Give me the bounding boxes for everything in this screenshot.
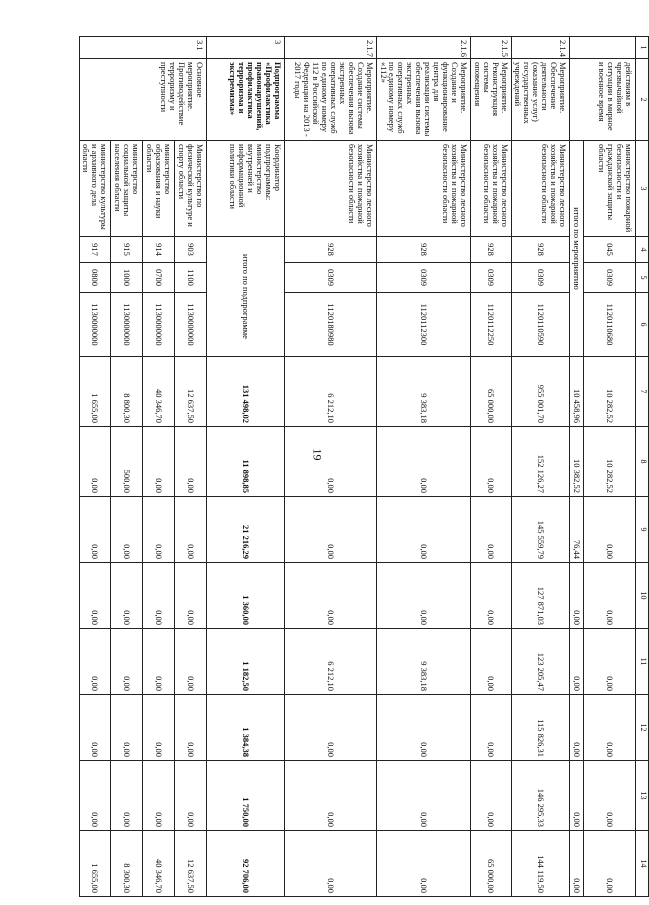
rzpr-code: 0800: [79, 263, 111, 293]
csr-code: 1120112250: [470, 293, 511, 357]
csr-code: 1130000000: [174, 293, 206, 357]
executor: министерство культуры и архивного дела области: [79, 141, 111, 237]
amount-year: 0,00: [584, 831, 636, 897]
executor: Министерство лесного хозяйства и пожарной безопасности области: [470, 141, 511, 237]
csr-code: 1130000000: [79, 293, 111, 357]
amount-year: 0,00: [111, 629, 143, 695]
amount-year: 0,00: [79, 629, 111, 695]
col-header: 10: [636, 563, 649, 629]
amount-year: 0,00: [174, 695, 206, 761]
amount-year: 0,00: [570, 563, 584, 629]
amount-year: 0,00: [376, 563, 470, 629]
item-name: Мероприятие. Обеспечение деятельности (оказание услуг) государственных учреждений: [511, 59, 570, 141]
amount-year: 0,00: [111, 497, 143, 563]
rzpr-code: 0309: [376, 263, 470, 293]
table-row: [511, 37, 570, 897]
item-name: Подпрограмма «Профилактика правонарушений, профилактика терроризма и экстремизма»: [206, 59, 284, 141]
amount-year: 12 637,50: [174, 831, 206, 897]
rzpr-code: 0309: [584, 263, 636, 293]
grbs-code: 928: [284, 237, 376, 263]
item-number: 2.1.4: [511, 37, 570, 59]
col-header: 11: [636, 629, 649, 695]
table-row-total: [570, 37, 584, 897]
rzpr-code: 1100: [174, 263, 206, 293]
grbs-code: 914: [143, 237, 175, 263]
col-header: 6: [636, 293, 649, 357]
amount-total: 65 000,00: [470, 357, 511, 427]
amount-total: 10 458,96: [570, 357, 584, 427]
amount-year: 0,00: [376, 695, 470, 761]
amount-total: 9 383,18: [376, 357, 470, 427]
rzpr-code: 1000: [111, 263, 143, 293]
executor: Министерство лесного хозяйства и пожарной безопасности области: [284, 141, 376, 237]
amount-year: 0,00: [470, 695, 511, 761]
amount-year: 115 826,31: [511, 695, 570, 761]
amount-year: 0,00: [79, 427, 111, 497]
amount-year: 0,00: [470, 427, 511, 497]
amount-total: 1 655,00: [79, 357, 111, 427]
amount-year: 0,00: [570, 761, 584, 831]
table-row: [584, 37, 636, 897]
amount-year: 0,00: [143, 427, 175, 497]
total-label: итого по мероприятию: [570, 141, 584, 357]
amount-year: 1 360,00: [206, 563, 284, 629]
col-header: 12: [636, 695, 649, 761]
amount-year: 0,00: [284, 563, 376, 629]
amount-year: 11 898,85: [206, 427, 284, 497]
amount-year: 0,00: [284, 427, 376, 497]
amount-year: 6 212,10: [284, 629, 376, 695]
amount-year: 123 205,47: [511, 629, 570, 695]
amount-year: 0,00: [584, 695, 636, 761]
amount-year: 0,00: [174, 427, 206, 497]
col-header: 1: [636, 37, 649, 59]
amount-year: 0,00: [143, 761, 175, 831]
amount-year: 152 126,27: [511, 427, 570, 497]
program-table-area: [81, 36, 649, 896]
program-funding-table: [79, 36, 649, 897]
amount-year: 92 706,00: [206, 831, 284, 897]
executor: министерство социальной защиты населения области: [111, 141, 143, 237]
amount-total: 12 637,50: [174, 357, 206, 427]
amount-year: 0,00: [470, 497, 511, 563]
amount-year: 0,00: [570, 831, 584, 897]
col-header: 13: [636, 761, 649, 831]
amount-total: 131 498,02: [206, 357, 284, 427]
amount-year: 1 384,38: [206, 695, 284, 761]
amount-year: 0,00: [174, 497, 206, 563]
amount-year: 1 655,00: [79, 831, 111, 897]
amount-year: 8 300,30: [111, 831, 143, 897]
csr-code: 1120110680: [584, 293, 636, 357]
col-header: 3: [636, 141, 649, 237]
amount-year: 0,00: [284, 831, 376, 897]
amount-year: 0,00: [584, 497, 636, 563]
grbs-code: 903: [174, 237, 206, 263]
csr-code: 1130000000: [143, 293, 175, 357]
grbs-code: 928: [376, 237, 470, 263]
item-number: [570, 37, 636, 59]
amount-year: 40 346,70: [143, 831, 175, 897]
col-header: 14: [636, 831, 649, 897]
executor: Координатор подпрограммы: министерство внутренней и информационной политики области: [206, 141, 284, 237]
total-label: итого по подпрограмме: [206, 237, 284, 357]
grbs-code: 928: [470, 237, 511, 263]
table-row: [376, 37, 470, 897]
amount-year: 145 559,79: [511, 497, 570, 563]
amount-total: 40 346,70: [143, 357, 175, 427]
executor: министерство образования и науки области: [143, 141, 175, 237]
amount-year: 0,00: [376, 831, 470, 897]
executor: Министерство по физической культуре и спорту области: [174, 141, 206, 237]
amount-year: 0,00: [111, 563, 143, 629]
amount-year: 0,00: [584, 629, 636, 695]
amount-year: 0,00: [174, 629, 206, 695]
amount-year: 1 750,00: [206, 761, 284, 831]
csr-code: 1120110590: [511, 293, 570, 357]
amount-total: 6 212,10: [284, 357, 376, 427]
amount-year: 0,00: [79, 563, 111, 629]
table-row: [284, 37, 376, 897]
table-row: [79, 37, 111, 897]
executor: министерство пожарной безопасности и гражданской защиты области: [584, 141, 636, 237]
amount-year: 0,00: [376, 761, 470, 831]
amount-year: 0,00: [79, 695, 111, 761]
amount-year: 127 871,03: [511, 563, 570, 629]
amount-total: 8 800,30: [111, 357, 143, 427]
amount-year: 144 119,50: [511, 831, 570, 897]
table-row-subprogram: [206, 37, 284, 897]
table-row: [111, 37, 143, 897]
amount-year: 0,00: [376, 427, 470, 497]
amount-year: 0,00: [584, 761, 636, 831]
amount-year: 0,00: [174, 563, 206, 629]
amount-year: 0,00: [376, 497, 470, 563]
item-number: 3.1: [79, 37, 206, 59]
item-number: 2.1.7: [284, 37, 376, 59]
item-number: 2.1.6: [376, 37, 470, 59]
executor: Министерство лесного хозяйства и пожарной безопасности области: [376, 141, 470, 237]
table-row: [174, 37, 206, 897]
amount-total: 955 001,70: [511, 357, 570, 427]
amount-year: 146 295,33: [511, 761, 570, 831]
executor: Министерство лесного хозяйства и пожарной безопасности области: [511, 141, 570, 237]
item-name: действиям в чрезвычайной ситуации в мирное и военное время: [570, 59, 636, 141]
amount-year: 0,00: [284, 497, 376, 563]
col-header: 7: [636, 357, 649, 427]
col-header: 9: [636, 497, 649, 563]
col-header: 2: [636, 59, 649, 141]
rzpr-code: 0309: [511, 263, 570, 293]
amount-year: 0,00: [79, 497, 111, 563]
amount-year: 0,00: [470, 761, 511, 831]
amount-year: 10 382,52: [570, 427, 584, 497]
col-header: 4: [636, 237, 649, 263]
amount-year: 0,00: [143, 497, 175, 563]
amount-year: 0,00: [284, 761, 376, 831]
amount-year: 0,00: [570, 695, 584, 761]
page-number: 19: [310, 448, 325, 461]
grbs-code: 915: [111, 237, 143, 263]
amount-year: 1 182,50: [206, 629, 284, 695]
amount-year: 65 000,00: [470, 831, 511, 897]
amount-total: 10 282,52: [584, 357, 636, 427]
rzpr-code: 0309: [284, 263, 376, 293]
amount-year: 0,00: [470, 629, 511, 695]
col-header: 8: [636, 427, 649, 497]
item-name: Основное мероприятие. Противодействие терроризму и преступности: [79, 59, 206, 141]
item-name: Мероприятие. Создание и функционирование центра для реализации системы обеспечения вызова экстренных оперативных служб по единому номеру «112»: [376, 59, 470, 141]
amount-year: 9 383,18: [376, 629, 470, 695]
table-row: [143, 37, 175, 897]
amount-year: 0,00: [174, 761, 206, 831]
amount-year: 0,00: [111, 695, 143, 761]
table-row: [470, 37, 511, 897]
rzpr-code: 0309: [470, 263, 511, 293]
grbs-code: 045: [584, 237, 636, 263]
amount-year: 0,00: [284, 695, 376, 761]
csr-code: 1130000000: [111, 293, 143, 357]
rzpr-code: 0700: [143, 263, 175, 293]
amount-year: 0,00: [79, 761, 111, 831]
amount-year: 500,00: [111, 427, 143, 497]
amount-year: 0,00: [143, 563, 175, 629]
csr-code: 1120112300: [376, 293, 470, 357]
amount-year: 0,00: [143, 629, 175, 695]
item-name: Мероприятие. Реконструкция системы оповещения: [470, 59, 511, 141]
grbs-code: 917: [79, 237, 111, 263]
amount-year: 0,00: [570, 629, 584, 695]
amount-year: 0,00: [111, 761, 143, 831]
column-number-row: [636, 37, 649, 897]
amount-year: 76,44: [570, 497, 584, 563]
amount-year: 0,00: [584, 563, 636, 629]
amount-year: 0,00: [143, 695, 175, 761]
item-name: Мероприятие. Создание системы обеспечения вызова экстренных оперативных служб по единому номеру 112 в Российской Федерации на 2013 - 2017 годы: [284, 59, 376, 141]
grbs-code: 928: [511, 237, 570, 263]
amount-year: 0,00: [470, 563, 511, 629]
item-number: 3: [206, 37, 284, 59]
col-header: 5: [636, 263, 649, 293]
csr-code: 1120180980: [284, 293, 376, 357]
amount-year: 21 216,29: [206, 497, 284, 563]
item-number: 2.1.5: [470, 37, 511, 59]
amount-year: 10 282,52: [584, 427, 636, 497]
